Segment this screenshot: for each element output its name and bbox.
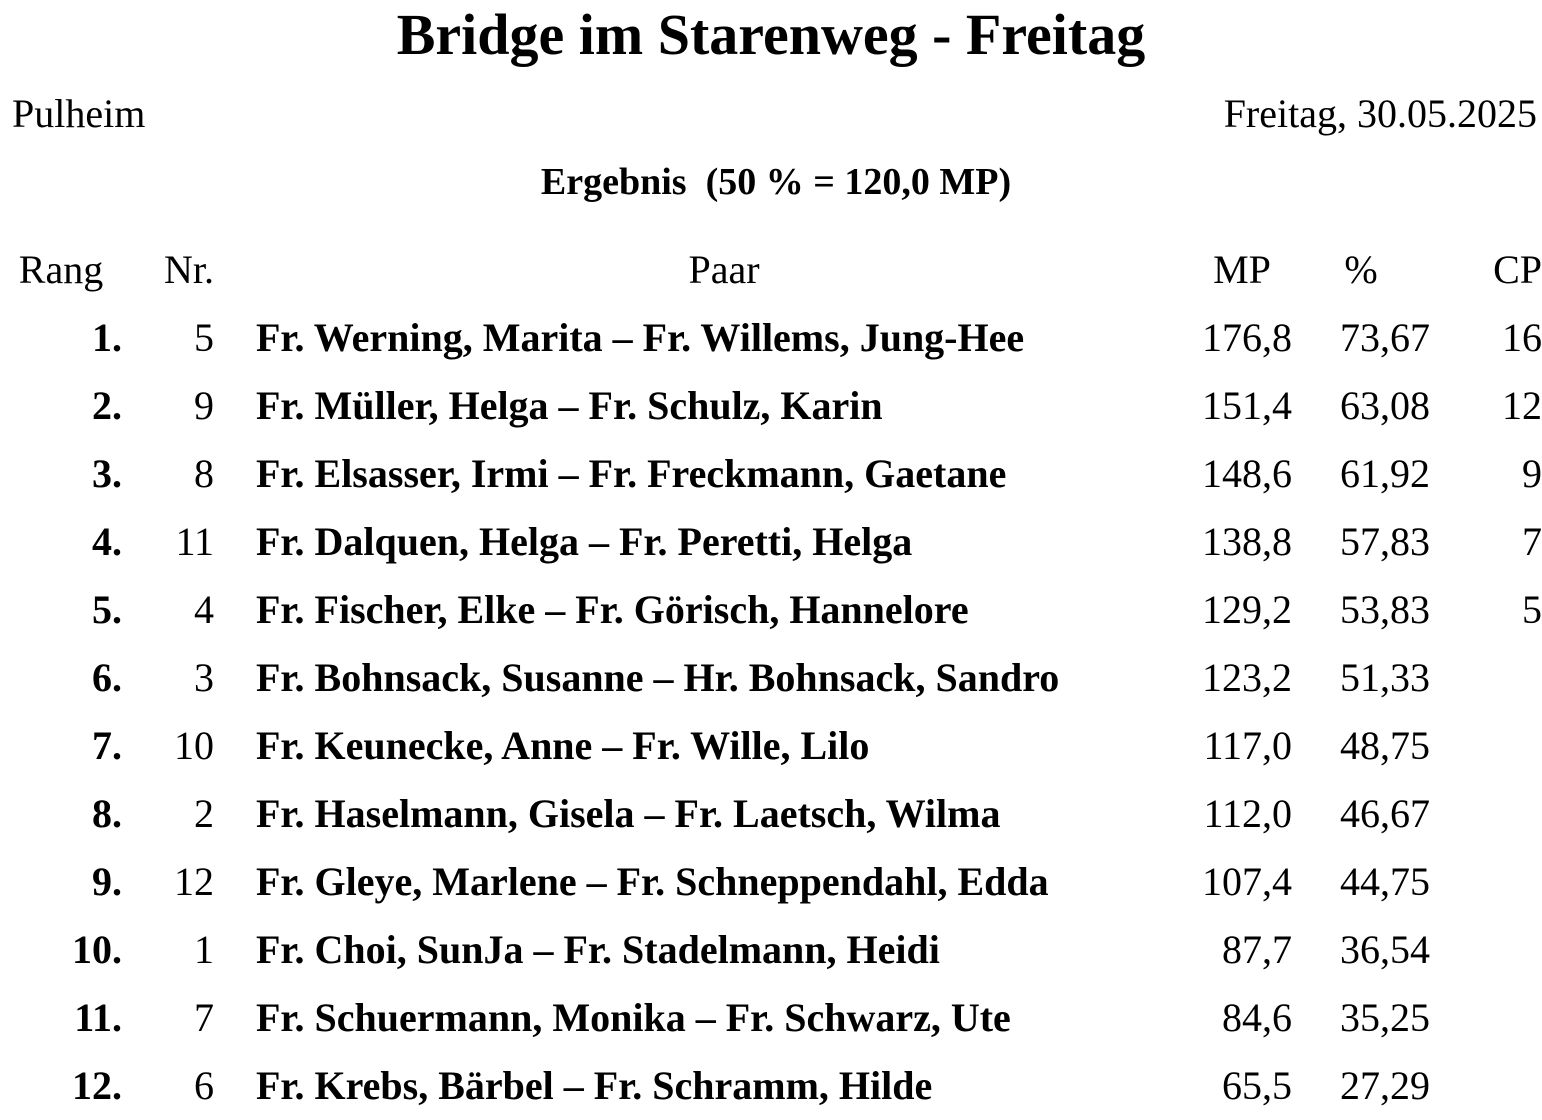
- clubpoints-cell: 12: [1502, 383, 1542, 428]
- gap-cell: [214, 916, 256, 984]
- matchpoints-cell: 129,2: [1202, 587, 1292, 632]
- rang-cell: 7.: [92, 723, 122, 768]
- percent-cell: 36,54: [1340, 927, 1430, 972]
- results-body: [0, 304, 1542, 1120]
- percent-cell: 73,67: [1340, 315, 1430, 360]
- pair-number-cell: 10: [174, 723, 214, 768]
- gap-cell: [214, 848, 256, 916]
- matchpoints-cell: 151,4: [1202, 383, 1292, 428]
- gap-cell: [214, 304, 256, 372]
- results-subtitle: Ergebnis (50 % = 120,0 MP): [540, 161, 1012, 203]
- clubpoints-cell: 16: [1502, 315, 1542, 360]
- pair-number-cell: 8: [194, 451, 214, 496]
- rang-cell: 9.: [92, 859, 122, 904]
- matchpoints-cell: 107,4: [1202, 859, 1292, 904]
- pair-number-cell: 4: [194, 587, 214, 632]
- rang-cell: 5.: [92, 587, 122, 632]
- location-label: Pulheim: [12, 91, 146, 136]
- pair-number-cell: 2: [194, 791, 214, 836]
- column-gap: [214, 236, 256, 304]
- gap-cell: [214, 372, 256, 440]
- pair-names-cell: Fr. Keunecke, Anne – Fr. Wille, Lilo: [256, 723, 870, 768]
- pair-number-cell: 1: [194, 927, 214, 972]
- clubpoints-cell: [1430, 644, 1542, 712]
- pair-names-cell: Fr. Dalquen, Helga – Fr. Peretti, Helga: [256, 519, 913, 564]
- column-header-percent: %: [1344, 247, 1378, 292]
- results-table: [0, 236, 1542, 1120]
- clubpoints-cell: [1430, 1052, 1542, 1120]
- pair-names-cell: Fr. Fischer, Elke – Fr. Görisch, Hannelore: [256, 587, 969, 632]
- matchpoints-cell: 148,6: [1202, 451, 1292, 496]
- table-row: [0, 508, 1542, 576]
- clubpoints-cell: 7: [1522, 519, 1542, 564]
- clubpoints-cell: [1430, 916, 1542, 984]
- percent-cell: 44,75: [1340, 859, 1430, 904]
- table-row: [0, 440, 1542, 508]
- rang-cell: 10.: [72, 927, 122, 972]
- rang-cell: 4.: [92, 519, 122, 564]
- event-date: Freitag, 30.05.2025: [1223, 91, 1537, 136]
- rang-cell: 12.: [72, 1063, 122, 1108]
- table-row: [0, 372, 1542, 440]
- column-header-paar: Paar: [688, 247, 760, 292]
- column-header-mp: MP: [1213, 247, 1271, 292]
- clubpoints-cell: 9: [1522, 451, 1542, 496]
- table-row: [0, 304, 1542, 372]
- pair-names-cell: Fr. Schuermann, Monika – Fr. Schwarz, Ute: [256, 995, 1011, 1040]
- pair-names-cell: Fr. Elsasser, Irmi – Fr. Freckmann, Gaetane: [256, 451, 1007, 496]
- matchpoints-cell: 123,2: [1202, 655, 1292, 700]
- table-row: [0, 1052, 1542, 1120]
- table-row: [0, 644, 1542, 712]
- gap-cell: [214, 440, 256, 508]
- percent-cell: 46,67: [1340, 791, 1430, 836]
- column-header-nr: Nr.: [164, 247, 214, 292]
- table-row: [0, 916, 1542, 984]
- pair-number-cell: 11: [175, 519, 214, 564]
- clubpoints-cell: [1430, 712, 1542, 780]
- pair-names-cell: Fr. Bohnsack, Susanne – Hr. Bohnsack, Sandro: [256, 655, 1060, 700]
- rang-cell: 8.: [92, 791, 122, 836]
- pair-names-cell: Fr. Gleye, Marlene – Fr. Schneppendahl, Edda: [256, 859, 1049, 904]
- matchpoints-cell: 112,0: [1203, 791, 1292, 836]
- matchpoints-cell: 87,7: [1222, 927, 1292, 972]
- rang-cell: 6.: [92, 655, 122, 700]
- page-title: Bridge im Starenweg - Freitag: [396, 2, 1146, 67]
- gap-cell: [214, 712, 256, 780]
- column-header-rang: Rang: [18, 247, 104, 292]
- pair-names-cell: Fr. Werning, Marita – Fr. Willems, Jung-Hee: [256, 315, 1025, 360]
- table-row: [0, 712, 1542, 780]
- pair-number-cell: 7: [194, 995, 214, 1040]
- pair-number-cell: 12: [174, 859, 214, 904]
- table-row: [0, 780, 1542, 848]
- pair-names-cell: Fr. Krebs, Bärbel – Fr. Schramm, Hilde: [256, 1063, 933, 1108]
- percent-cell: 53,83: [1340, 587, 1430, 632]
- clubpoints-cell: [1430, 780, 1542, 848]
- gap-cell: [214, 576, 256, 644]
- rang-cell: 1.: [92, 315, 122, 360]
- rang-cell: 3.: [92, 451, 122, 496]
- gap-cell: [214, 508, 256, 576]
- percent-cell: 57,83: [1340, 519, 1430, 564]
- pair-names-cell: Fr. Choi, SunJa – Fr. Stadelmann, Heidi: [256, 927, 940, 972]
- percent-cell: 35,25: [1340, 995, 1430, 1040]
- gap-cell: [214, 780, 256, 848]
- gap-cell: [214, 644, 256, 712]
- gap-cell: [214, 984, 256, 1052]
- percent-cell: 48,75: [1340, 723, 1430, 768]
- table-row: [0, 984, 1542, 1052]
- rang-cell: 2.: [92, 383, 122, 428]
- pair-number-cell: 5: [194, 315, 214, 360]
- matchpoints-cell: 84,6: [1222, 995, 1292, 1040]
- pair-number-cell: 9: [194, 383, 214, 428]
- gap-cell: [214, 1052, 256, 1120]
- pair-number-cell: 3: [194, 655, 214, 700]
- matchpoints-cell: 65,5: [1222, 1063, 1292, 1108]
- percent-cell: 63,08: [1340, 383, 1430, 428]
- clubpoints-cell: [1430, 984, 1542, 1052]
- rang-cell: 11.: [74, 995, 122, 1040]
- table-row: [0, 848, 1542, 916]
- column-header-cp: CP: [1493, 247, 1542, 292]
- matchpoints-cell: 117,0: [1203, 723, 1292, 768]
- matchpoints-cell: 138,8: [1202, 519, 1292, 564]
- table-header-row: [0, 236, 1542, 304]
- percent-cell: 61,92: [1340, 451, 1430, 496]
- percent-cell: 27,29: [1340, 1063, 1430, 1108]
- pair-names-cell: Fr. Haselmann, Gisela – Fr. Laetsch, Wilma: [256, 791, 1001, 836]
- clubpoints-cell: 5: [1522, 587, 1542, 632]
- table-row: [0, 576, 1542, 644]
- pair-number-cell: 6: [194, 1063, 214, 1108]
- clubpoints-cell: [1430, 848, 1542, 916]
- pair-names-cell: Fr. Müller, Helga – Fr. Schulz, Karin: [256, 383, 883, 428]
- matchpoints-cell: 176,8: [1202, 315, 1292, 360]
- percent-cell: 51,33: [1340, 655, 1430, 700]
